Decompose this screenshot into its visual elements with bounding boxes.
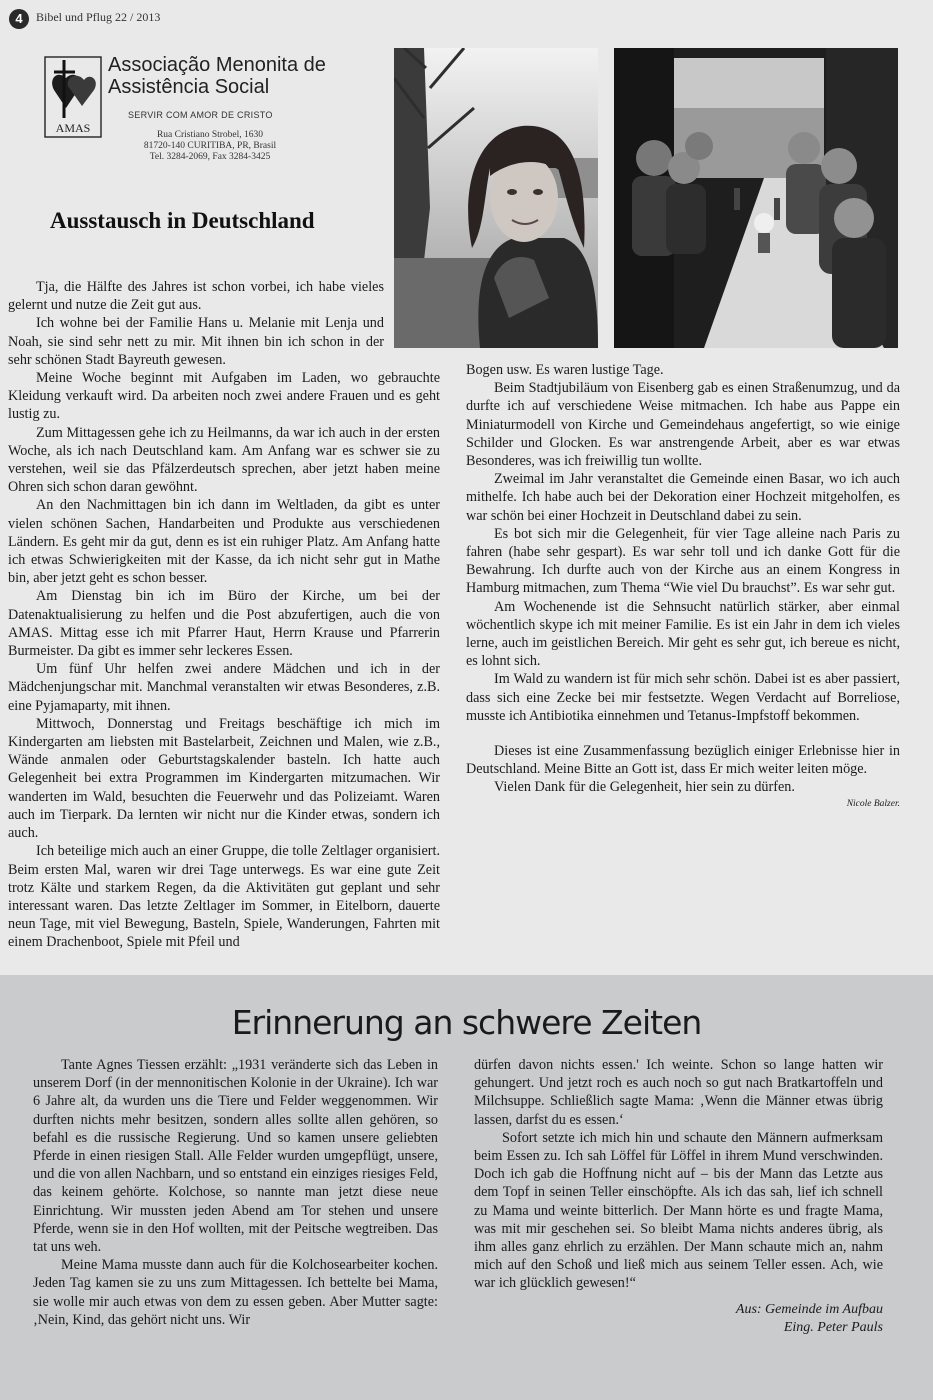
- address-line: Rua Cristiano Strobel, 1630: [156, 130, 264, 140]
- paragraph: Am Wochenende ist die Sehnsucht natürlich stärker, aber einmal wöchentlich skype ich mit meiner Familie. Es ist ein Jahr in dem ich vieles lerne, auch im geistlichen Bereich. Mir geht es sehr gut, ich bereue es nicht, es lohnt sich.: [466, 598, 900, 670]
- paragraph: Mittwoch, Donnerstag und Freitags beschäftige ich mich im Kindergarten am liebsten mit Bastelarbeit, Zeichnen und Malen, wie z.B., Wände anmalen oder Geburtstagskalender basteln. Ich hatte auch Gelegenheit bei extra Programmen im Kindergarten mitzumachen. Wir wanderten im Wald, besuchten die Feuerwehr und das Polizeiamt. Waren auch im Tierpark. Da lernten wir nicht nur die Kinder etwas, sondern ich auch.: [8, 715, 440, 842]
- paragraph: Beim Stadtjubiläum von Eisenberg gab es einen Straßenumzug, und da durfte ich auf verschiedene Weise mitmachen. Ich habe aus Pappe ein Miniaturmodell von Kirche und Gemeindehaus angefertigt, so wie einige Schilder und Glocken. Es war anstrengende Arbeit, aber es war etwas Besonderes, was ich freiwillig tun wollte.: [466, 380, 900, 470]
- paragraph: Meine Woche beginnt mit Aufgaben im Laden, wo gebrauchte Kleidung verkauft wird. Da arbeiten noch zwei andere Frauen und es geht lustig zu.: [8, 370, 440, 423]
- address-line: Tel. 3284-2069, Fax 3284-3425: [149, 152, 271, 162]
- paragraph: Dieses ist eine Zusammenfassung bezüglich einiger Erlebnisse hier in Deutschland. Meine Bitte an Gott ist, dass Er mich weiter leiten möge.: [466, 743, 900, 778]
- paragraph: Es bot sich mir die Gelegenheit, für vier Tage alleine nach Paris zu fahren (habe sehr gespart). Es war sehr toll und ich danke Gott für die Bewahrung. Ich durfte auch von der Kirche aus an einem Kongress in Hamburg mitmachen, zum Thema “Wie viel Du brauchst”. Es war sehr gut.: [466, 525, 900, 597]
- paragraph: Am Dienstag bin ich im Büro der Kirche, um bei der Datenaktualisierung zu helfen und die Post abzufertigen, auch die von AMAS. Mittag esse ich mit Pfarrer Haut, Herrn Krause und Pfarrerin Burmeister. Da gibt es immer sehr leckeres Essen.: [8, 588, 440, 660]
- author-signature: Nicole Balzer.: [846, 798, 900, 809]
- paragraph: Zweimal im Jahr veranstaltet die Gemeinde einen Basar, wo ich auch mithelfe. Ich habe auch bei der Dekoration einer Hochzeit mitgeholfen, es war schön bei einer Hochzeit in Deutschland dabei zu sein.: [466, 471, 900, 524]
- paragraph: Meine Mama musste dann auch für die Kolchosearbeiter kochen. Jeden Tag kamen sie zu uns zum Mittagessen. Ich bettelte bei Mama, sie wolle mir auch etwas von dem zu essen geben. Aber Mutter sagte: ‚Nein, Kind, das gehört nicht uns. Wir: [33, 1257, 438, 1328]
- story-column-left: [33, 1056, 438, 1329]
- paragraph: Zum Mittagessen gehe ich zu Heilmanns, da war ich auch in der ersten Woche, als ich nach Deutschland kam. Am Anfang war es schwer sie zu verstehen, weil sie das Pfälzerdeutsch sprechen, aber jetzt haben meine Ohren sich schon daran gewöhnt.: [8, 424, 440, 496]
- paragraph: An den Nachmittagen bin ich dann im Weltladen, da gibt es unter vielen schönen Sachen, Handarbeiten und Produkte aus verschiedenen Ländern. Es geht mir da gut, denn es ist ein ruhiger Platz. Am Anfang hatte ich etwas Schwierigkeiten mit der Kasse, da ich nicht sehr gut in Mathe bin, aber jetzt geht es schon besser.: [8, 497, 440, 587]
- article-column-right: [466, 361, 900, 810]
- paragraph: Ich beteilige mich auch an einer Gruppe, die tolle Zeltlager organisiert. Beim ersten Mal, waren wir drei Tage unterwegs. Es war eine gute Zeit trotz Kälte und starkem Regen, da die Aktivitäten gut geplant und sehr interessant waren. Das letzte Zeltlager im Sommer, in Eitelborn, dauerte neun Tage, mit viel Bewegung, Basteln, Spiele, Wanderungen, Fahrten mit einem Drachenboot, Spiele mit Pfeil und: [8, 843, 440, 951]
- page-number: 4: [9, 9, 29, 29]
- org-motto: SERVIR COM AMOR DE CRISTO: [128, 110, 273, 120]
- amas-logo: [44, 56, 102, 138]
- paragraph: dürfen davon nichts essen.' Ich weinte. Schon so lange hatten wir gehungert. Und jetzt roch es auch noch so gut nach Bratkartoffeln und Milchsuppe. Schließlich sagte Mama: ‚Wenn die Männer etwas übrig lassen, darfst du es essen.‘: [474, 1057, 883, 1128]
- paragraph: Tja, die Hälfte des Jahres ist schon vorbei, ich habe vieles gelernt und nutze die Zeit gut aus.: [8, 279, 384, 314]
- group-dinner-photo: [614, 48, 898, 348]
- paragraph: Im Wald zu wandern ist für mich sehr schön. Dabei ist es aber passiert, dass sich eine Zecke bei mir festsetzte. Wegen Verdacht auf Borreliose, musste ich Antibiotika einnehmen und Tetanus-Impfstoff bekommen.: [466, 671, 900, 724]
- article-column-left: [8, 278, 440, 952]
- paragraph: Tante Agnes Tiessen erzählt: „1931 veränderte sich das Leben in unserem Dorf (in der mennonitischen Kolonie in der Ukraine). Ich war 6 Jahre alt, da wurden uns die Tiere und Felder weggenommen. Wir durften nichts mehr besitzen, sondern alles sollte allen gehören, so befahl es die russische Regierung. Und so kamen unsere geliebten Pferde in einen riesigen Stall. Alle Felder wurden umgepflügt, unsere, und die von allen Nachbarn, und so entstand ein einziges riesiges Feld, das keinem gehörte. Kolchose, so nannte man jetzt diese neue Einrichtung. Wir mussten jeden Abend am Tor stehen und unsere Pferde, wenn sie in den Hof wollten, mit der Peitsche wegtreiben. Das tat uns weh.: [33, 1057, 438, 1256]
- address-line: 81720-140 CURITIBA, PR, Brasil: [143, 141, 277, 151]
- source-line: Aus: Gemeinde im Aufbau: [735, 1301, 883, 1317]
- intro-paragraphs: [8, 278, 384, 369]
- amas-logo-text: AMAS: [55, 121, 91, 135]
- source-credit: Eing. Peter Pauls: [783, 1319, 883, 1335]
- paragraph: Ich wohne bei der Familie Hans u. Melanie mit Lenja und Noah, sie sind sehr nett zu mir. Mit ihnen bin ich schon in der sehr schönen Stadt Bayreuth gewesen.: [8, 315, 384, 368]
- paragraph: Vielen Dank für die Gelegenheit, hier sein zu dürfen.: [494, 779, 795, 796]
- paragraph: Um fünf Uhr helfen zwei andere Mädchen und ich in der Mädchenjungschar mit. Manchmal veranstalten wir etwas Besonderes, z.B. eine Pyjamaparty, mit ihnen.: [8, 661, 440, 714]
- paragraph: Sofort setzte ich mich hin und schaute den Männern aufmerksam beim Essen zu. Ich sah Löffel für Löffel in ihrem Mund verschwinden. Doch ich gab die Hoffnung nicht auf – bis der Mann das Letzte aus dem Topf in seinen Teller einschöpfte. Als ich das sah, lief ich schnell zu Mama und weinte bitterlich. Der Mann hörte es und fragte Mama, was mit mir geschehen sei. So bleibt Mama nichts anderes übrig, als ihm alles ganz ehrlich zu erzählen. Der Mann schaute mich an, nahm mich auf den Schoß und ließ mich aus seinem Teller essen. Ach, wie war ich glücklich gewesen!“: [474, 1129, 883, 1292]
- story-title: Erinnerung an schwere Zeiten: [231, 1003, 702, 1042]
- story-source: [474, 1301, 883, 1337]
- org-name: Associação Menonita de Assistência Social: [108, 54, 326, 98]
- paragraph: Bogen usw. Es waren lustige Tage.: [466, 362, 664, 378]
- running-head: Bibel und Pflug 22 / 2013: [36, 10, 161, 24]
- article-title: Ausstausch in Deutschland: [50, 208, 315, 233]
- story-column-right: [474, 1056, 883, 1337]
- org-address: [130, 130, 290, 163]
